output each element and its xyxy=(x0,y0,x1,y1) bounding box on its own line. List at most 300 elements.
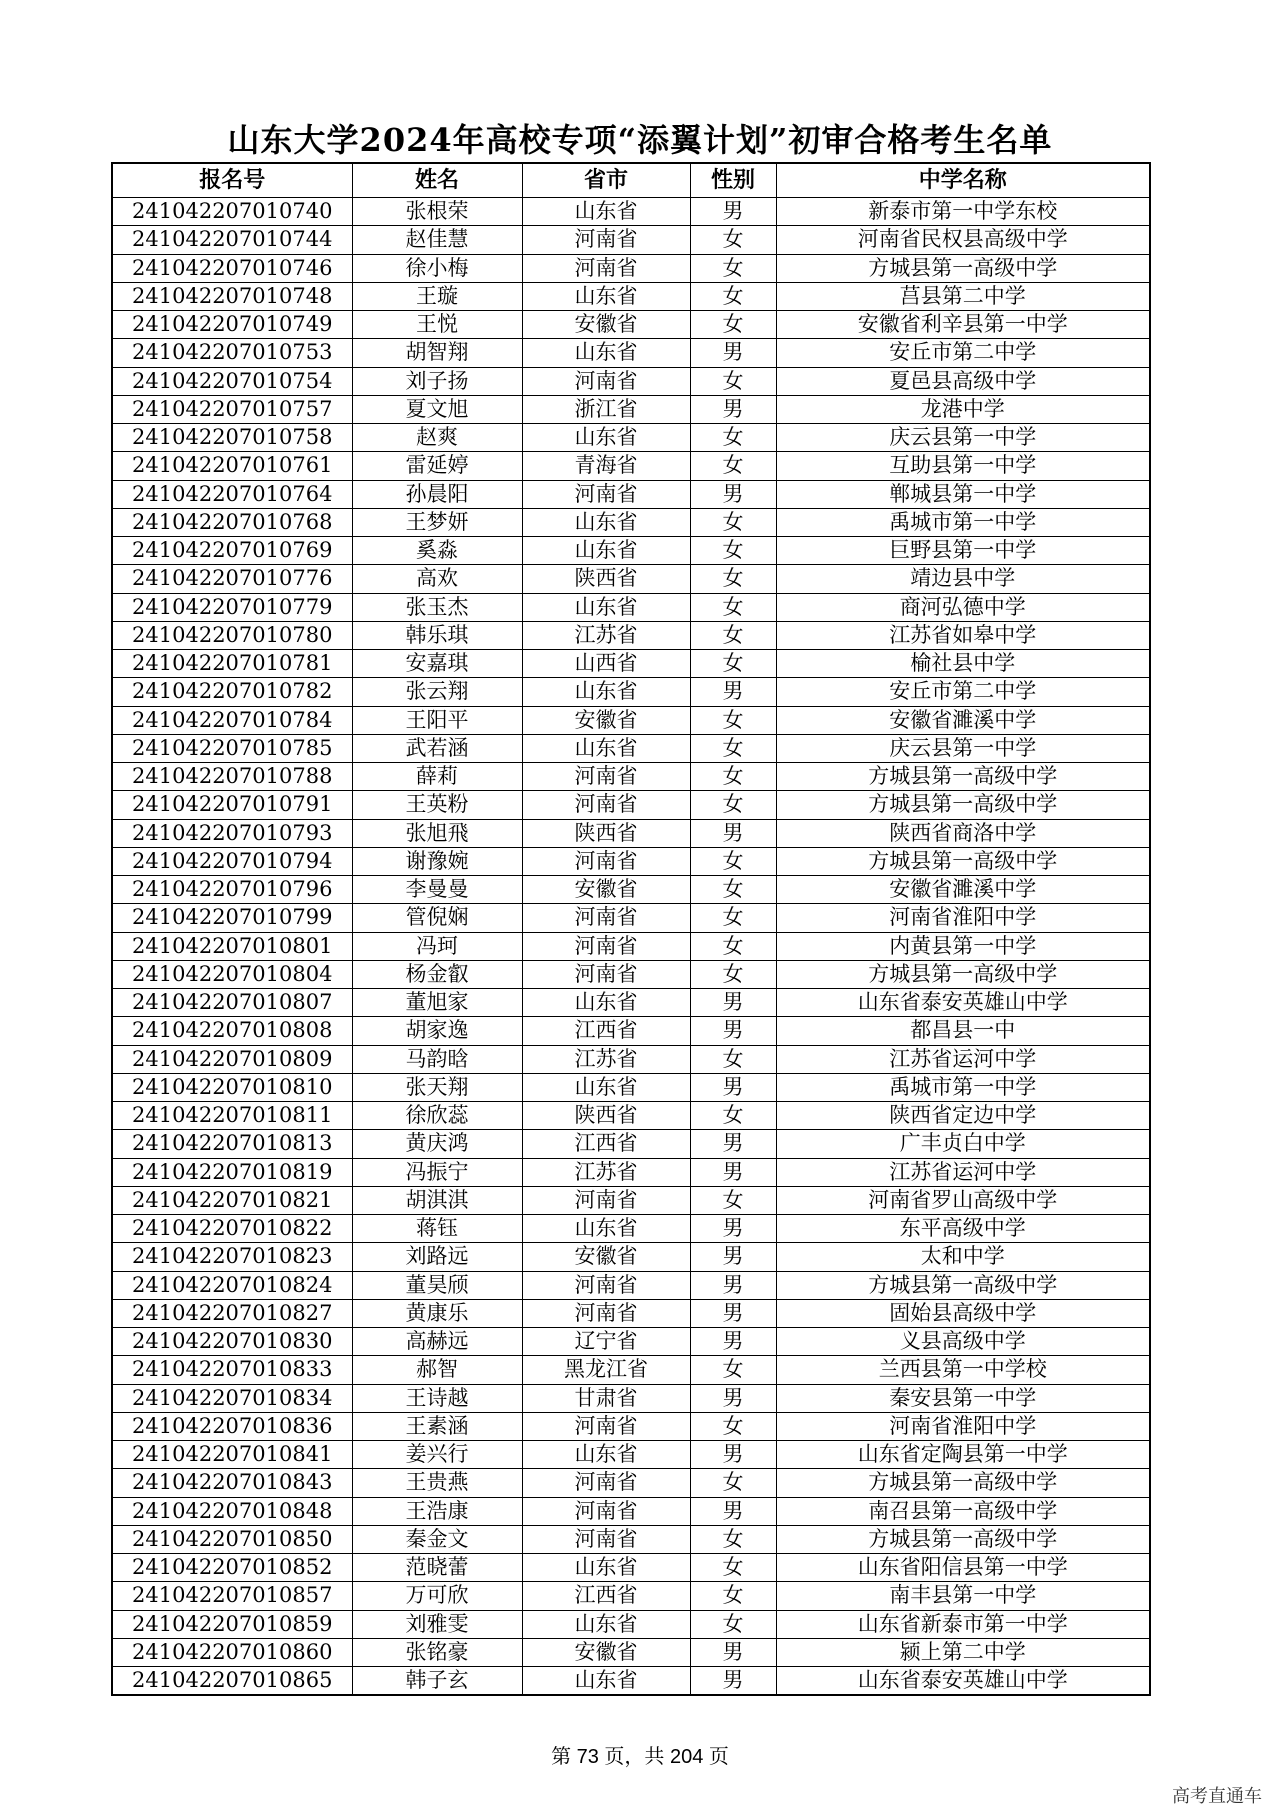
table-row xyxy=(112,1328,1150,1356)
table-row xyxy=(112,621,1150,649)
table-row xyxy=(112,254,1150,282)
school-cell: 方城县第一高级中学 xyxy=(776,960,1150,988)
name-cell: 郝智 xyxy=(352,1356,522,1384)
gender-cell: 男 xyxy=(690,989,776,1017)
registration-number-cell: 241042207010776 xyxy=(112,565,352,593)
gender-cell: 女 xyxy=(690,1412,776,1440)
school-cell: 江苏省运河中学 xyxy=(776,1045,1150,1073)
table-row xyxy=(112,1130,1150,1158)
province-cell: 山东省 xyxy=(522,1554,690,1582)
school-cell: 郸城县第一中学 xyxy=(776,480,1150,508)
province-cell: 河南省 xyxy=(522,791,690,819)
gender-cell: 男 xyxy=(690,1497,776,1525)
gender-cell: 女 xyxy=(690,1582,776,1610)
gender-cell: 女 xyxy=(690,734,776,762)
table-row xyxy=(112,1554,1150,1582)
table-row xyxy=(112,339,1150,367)
gender-cell: 男 xyxy=(690,1158,776,1186)
table-row xyxy=(112,1412,1150,1440)
gender-cell: 男 xyxy=(690,1271,776,1299)
province-cell: 河南省 xyxy=(522,1525,690,1553)
school-cell: 禹城市第一中学 xyxy=(776,508,1150,536)
school-cell: 方城县第一高级中学 xyxy=(776,254,1150,282)
registration-number-cell: 241042207010850 xyxy=(112,1525,352,1553)
gender-cell: 男 xyxy=(690,1017,776,1045)
gender-cell: 男 xyxy=(690,819,776,847)
name-cell: 赵佳慧 xyxy=(352,226,522,254)
province-cell: 陕西省 xyxy=(522,1102,690,1130)
table-body xyxy=(112,198,1150,1696)
table-row xyxy=(112,791,1150,819)
table-row xyxy=(112,282,1150,310)
registration-number-cell: 241042207010801 xyxy=(112,932,352,960)
table-row xyxy=(112,593,1150,621)
gender-cell: 女 xyxy=(690,960,776,988)
province-cell: 河南省 xyxy=(522,1497,690,1525)
school-cell: 颍上第二中学 xyxy=(776,1638,1150,1666)
province-cell: 山东省 xyxy=(522,1441,690,1469)
document-title: 山东大学2024年高校专项“添翼计划”初审合格考生名单 xyxy=(227,121,1053,159)
school-cell: 南丰县第一中学 xyxy=(776,1582,1150,1610)
gender-cell: 女 xyxy=(690,282,776,310)
name-cell: 王诗越 xyxy=(352,1384,522,1412)
table-row xyxy=(112,311,1150,339)
registration-number-cell: 241042207010794 xyxy=(112,847,352,875)
school-cell: 秦安县第一中学 xyxy=(776,1384,1150,1412)
registration-number-cell: 241042207010830 xyxy=(112,1328,352,1356)
province-cell: 山东省 xyxy=(522,1667,690,1696)
table-row xyxy=(112,1215,1150,1243)
gender-cell: 女 xyxy=(690,791,776,819)
gender-cell: 男 xyxy=(690,395,776,423)
registration-number-cell: 241042207010823 xyxy=(112,1243,352,1271)
name-cell: 王浩康 xyxy=(352,1497,522,1525)
table-row xyxy=(112,1497,1150,1525)
gender-cell: 女 xyxy=(690,424,776,452)
province-cell: 山东省 xyxy=(522,1215,690,1243)
school-cell: 山东省泰安英雄山中学 xyxy=(776,989,1150,1017)
province-cell: 山东省 xyxy=(522,508,690,536)
gender-cell: 女 xyxy=(690,706,776,734)
school-cell: 陕西省商洛中学 xyxy=(776,819,1150,847)
table-header xyxy=(112,163,1150,198)
registration-number-cell: 241042207010821 xyxy=(112,1186,352,1214)
table-row xyxy=(112,367,1150,395)
table-row xyxy=(112,678,1150,706)
province-cell: 青海省 xyxy=(522,452,690,480)
gender-cell: 女 xyxy=(690,1356,776,1384)
table-row xyxy=(112,1356,1150,1384)
registration-number-cell: 241042207010811 xyxy=(112,1102,352,1130)
table-row xyxy=(112,1243,1150,1271)
province-cell: 山东省 xyxy=(522,593,690,621)
gender-cell: 女 xyxy=(690,593,776,621)
name-cell: 徐欣蕊 xyxy=(352,1102,522,1130)
table-row xyxy=(112,1271,1150,1299)
name-cell: 董旭家 xyxy=(352,989,522,1017)
name-cell: 胡家逸 xyxy=(352,1017,522,1045)
name-cell: 安嘉琪 xyxy=(352,650,522,678)
name-cell: 胡淇淇 xyxy=(352,1186,522,1214)
table-row xyxy=(112,847,1150,875)
gender-cell: 男 xyxy=(690,1667,776,1696)
registration-number-cell: 241042207010848 xyxy=(112,1497,352,1525)
gender-cell: 男 xyxy=(690,198,776,226)
school-cell: 方城县第一高级中学 xyxy=(776,847,1150,875)
province-cell: 安徽省 xyxy=(522,876,690,904)
gender-cell: 女 xyxy=(690,1554,776,1582)
registration-number-cell: 241042207010824 xyxy=(112,1271,352,1299)
table-row xyxy=(112,1582,1150,1610)
watermark: 高考直通车 xyxy=(1172,1786,1262,1807)
school-cell: 方城县第一高级中学 xyxy=(776,1271,1150,1299)
name-cell: 刘子扬 xyxy=(352,367,522,395)
name-cell: 赵爽 xyxy=(352,424,522,452)
name-cell: 夏文旭 xyxy=(352,395,522,423)
school-cell: 安徽省濉溪中学 xyxy=(776,876,1150,904)
gender-cell: 女 xyxy=(690,537,776,565)
name-cell: 谢豫婉 xyxy=(352,847,522,875)
table-row xyxy=(112,706,1150,734)
school-cell: 河南省淮阳中学 xyxy=(776,1412,1150,1440)
school-cell: 山东省定陶县第一中学 xyxy=(776,1441,1150,1469)
gender-cell: 女 xyxy=(690,763,776,791)
gender-cell: 女 xyxy=(690,847,776,875)
school-cell: 庆云县第一中学 xyxy=(776,734,1150,762)
table-row xyxy=(112,452,1150,480)
name-cell: 徐小梅 xyxy=(352,254,522,282)
registration-number-cell: 241042207010768 xyxy=(112,508,352,536)
school-cell: 方城县第一高级中学 xyxy=(776,763,1150,791)
table-row xyxy=(112,650,1150,678)
table-row xyxy=(112,876,1150,904)
table-row xyxy=(112,960,1150,988)
province-cell: 黑龙江省 xyxy=(522,1356,690,1384)
name-cell: 王素涵 xyxy=(352,1412,522,1440)
province-cell: 山东省 xyxy=(522,1073,690,1101)
school-cell: 河南省罗山高级中学 xyxy=(776,1186,1150,1214)
school-cell: 太和中学 xyxy=(776,1243,1150,1271)
province-cell: 江苏省 xyxy=(522,621,690,649)
gender-cell: 男 xyxy=(690,1243,776,1271)
school-cell: 陕西省定边中学 xyxy=(776,1102,1150,1130)
school-cell: 安丘市第二中学 xyxy=(776,339,1150,367)
name-cell: 胡智翔 xyxy=(352,339,522,367)
name-cell: 管倪娴 xyxy=(352,904,522,932)
school-cell: 互助县第一中学 xyxy=(776,452,1150,480)
name-cell: 万可欣 xyxy=(352,1582,522,1610)
province-cell: 河南省 xyxy=(522,1412,690,1440)
school-cell: 安丘市第二中学 xyxy=(776,678,1150,706)
gender-cell: 女 xyxy=(690,1045,776,1073)
registration-number-cell: 241042207010746 xyxy=(112,254,352,282)
name-cell: 张旭飛 xyxy=(352,819,522,847)
school-cell: 庆云县第一中学 xyxy=(776,424,1150,452)
registration-number-cell: 241042207010843 xyxy=(112,1469,352,1497)
name-cell: 张玉杰 xyxy=(352,593,522,621)
table-row xyxy=(112,1045,1150,1073)
registration-number-cell: 241042207010758 xyxy=(112,424,352,452)
name-cell: 范晓蕾 xyxy=(352,1554,522,1582)
registration-number-cell: 241042207010781 xyxy=(112,650,352,678)
name-cell: 王悦 xyxy=(352,311,522,339)
province-cell: 山东省 xyxy=(522,1610,690,1638)
registration-number-cell: 241042207010753 xyxy=(112,339,352,367)
name-cell: 马韵晗 xyxy=(352,1045,522,1073)
registration-number-cell: 241042207010833 xyxy=(112,1356,352,1384)
candidate-table xyxy=(111,162,1151,1696)
name-cell: 王贵燕 xyxy=(352,1469,522,1497)
school-cell: 山东省阳信县第一中学 xyxy=(776,1554,1150,1582)
province-cell: 河南省 xyxy=(522,254,690,282)
name-cell: 王阳平 xyxy=(352,706,522,734)
table-row xyxy=(112,763,1150,791)
name-cell: 秦金文 xyxy=(352,1525,522,1553)
province-cell: 山东省 xyxy=(522,339,690,367)
table-row xyxy=(112,1667,1150,1696)
gender-cell: 男 xyxy=(690,678,776,706)
gender-cell: 女 xyxy=(690,650,776,678)
name-cell: 刘路远 xyxy=(352,1243,522,1271)
name-cell: 王璇 xyxy=(352,282,522,310)
registration-number-cell: 241042207010859 xyxy=(112,1610,352,1638)
province-cell: 河南省 xyxy=(522,367,690,395)
name-cell: 武若涵 xyxy=(352,734,522,762)
name-cell: 刘雅雯 xyxy=(352,1610,522,1638)
gender-cell: 男 xyxy=(690,339,776,367)
table-row xyxy=(112,226,1150,254)
school-cell: 巨野县第一中学 xyxy=(776,537,1150,565)
table-row xyxy=(112,1525,1150,1553)
table-row xyxy=(112,198,1150,226)
registration-number-cell: 241042207010852 xyxy=(112,1554,352,1582)
province-cell: 甘肃省 xyxy=(522,1384,690,1412)
table-row xyxy=(112,1469,1150,1497)
province-cell: 安徽省 xyxy=(522,1243,690,1271)
province-cell: 山东省 xyxy=(522,678,690,706)
school-cell: 河南省淮阳中学 xyxy=(776,904,1150,932)
school-cell: 江苏省运河中学 xyxy=(776,1158,1150,1186)
header-gender: 性别 xyxy=(690,163,776,198)
registration-number-cell: 241042207010857 xyxy=(112,1582,352,1610)
table-row xyxy=(112,1186,1150,1214)
school-cell: 固始县高级中学 xyxy=(776,1299,1150,1327)
registration-number-cell: 241042207010754 xyxy=(112,367,352,395)
name-cell: 薛莉 xyxy=(352,763,522,791)
name-cell: 高赫远 xyxy=(352,1328,522,1356)
registration-number-cell: 241042207010793 xyxy=(112,819,352,847)
gender-cell: 女 xyxy=(690,565,776,593)
registration-number-cell: 241042207010740 xyxy=(112,198,352,226)
gender-cell: 女 xyxy=(690,876,776,904)
registration-number-cell: 241042207010865 xyxy=(112,1667,352,1696)
registration-number-cell: 241042207010784 xyxy=(112,706,352,734)
table-row xyxy=(112,565,1150,593)
registration-number-cell: 241042207010788 xyxy=(112,763,352,791)
table-row xyxy=(112,1017,1150,1045)
name-cell: 高欢 xyxy=(352,565,522,593)
gender-cell: 女 xyxy=(690,1102,776,1130)
table-row xyxy=(112,424,1150,452)
province-cell: 陕西省 xyxy=(522,565,690,593)
header-province: 省市 xyxy=(522,163,690,198)
name-cell: 奚淼 xyxy=(352,537,522,565)
province-cell: 河南省 xyxy=(522,1271,690,1299)
name-cell: 张铭豪 xyxy=(352,1638,522,1666)
province-cell: 河南省 xyxy=(522,932,690,960)
province-cell: 安徽省 xyxy=(522,706,690,734)
school-cell: 夏邑县高级中学 xyxy=(776,367,1150,395)
province-cell: 河南省 xyxy=(522,1186,690,1214)
gender-cell: 男 xyxy=(690,1073,776,1101)
gender-cell: 女 xyxy=(690,311,776,339)
registration-number-cell: 241042207010809 xyxy=(112,1045,352,1073)
registration-number-cell: 241042207010860 xyxy=(112,1638,352,1666)
page-footer: 第 73 页，共 204 页 xyxy=(551,1746,729,1768)
school-cell: 靖边县中学 xyxy=(776,565,1150,593)
province-cell: 山东省 xyxy=(522,424,690,452)
header-registration-number: 报名号 xyxy=(112,163,352,198)
table-row xyxy=(112,904,1150,932)
registration-number-cell: 241042207010791 xyxy=(112,791,352,819)
school-cell: 义县高级中学 xyxy=(776,1328,1150,1356)
name-cell: 孙晨阳 xyxy=(352,480,522,508)
gender-cell: 男 xyxy=(690,1638,776,1666)
name-cell: 黄康乐 xyxy=(352,1299,522,1327)
school-cell: 东平高级中学 xyxy=(776,1215,1150,1243)
gender-cell: 男 xyxy=(690,1328,776,1356)
gender-cell: 女 xyxy=(690,452,776,480)
table-row xyxy=(112,480,1150,508)
school-cell: 都昌县一中 xyxy=(776,1017,1150,1045)
province-cell: 辽宁省 xyxy=(522,1328,690,1356)
table-row xyxy=(112,734,1150,762)
school-cell: 榆社县中学 xyxy=(776,650,1150,678)
name-cell: 杨金叡 xyxy=(352,960,522,988)
registration-number-cell: 241042207010780 xyxy=(112,621,352,649)
name-cell: 蒋钰 xyxy=(352,1215,522,1243)
school-cell: 兰西县第一中学校 xyxy=(776,1356,1150,1384)
registration-number-cell: 241042207010779 xyxy=(112,593,352,621)
school-cell: 方城县第一高级中学 xyxy=(776,1469,1150,1497)
province-cell: 河南省 xyxy=(522,480,690,508)
school-cell: 莒县第二中学 xyxy=(776,282,1150,310)
gender-cell: 女 xyxy=(690,621,776,649)
province-cell: 河南省 xyxy=(522,904,690,932)
name-cell: 冯珂 xyxy=(352,932,522,960)
gender-cell: 女 xyxy=(690,1610,776,1638)
registration-number-cell: 241042207010841 xyxy=(112,1441,352,1469)
registration-number-cell: 241042207010827 xyxy=(112,1299,352,1327)
name-cell: 姜兴行 xyxy=(352,1441,522,1469)
table-row xyxy=(112,1299,1150,1327)
registration-number-cell: 241042207010796 xyxy=(112,876,352,904)
school-cell: 商河弘德中学 xyxy=(776,593,1150,621)
school-cell: 山东省泰安英雄山中学 xyxy=(776,1667,1150,1696)
school-cell: 山东省新泰市第一中学 xyxy=(776,1610,1150,1638)
province-cell: 山东省 xyxy=(522,282,690,310)
registration-number-cell: 241042207010785 xyxy=(112,734,352,762)
registration-number-cell: 241042207010748 xyxy=(112,282,352,310)
gender-cell: 女 xyxy=(690,1525,776,1553)
school-cell: 新泰市第一中学东校 xyxy=(776,198,1150,226)
province-cell: 江苏省 xyxy=(522,1158,690,1186)
gender-cell: 男 xyxy=(690,1299,776,1327)
registration-number-cell: 241042207010769 xyxy=(112,537,352,565)
school-cell: 内黄县第一中学 xyxy=(776,932,1150,960)
table-row xyxy=(112,1073,1150,1101)
name-cell: 雷延婷 xyxy=(352,452,522,480)
province-cell: 河南省 xyxy=(522,1469,690,1497)
province-cell: 山东省 xyxy=(522,989,690,1017)
registration-number-cell: 241042207010749 xyxy=(112,311,352,339)
school-cell: 安徽省濉溪中学 xyxy=(776,706,1150,734)
province-cell: 安徽省 xyxy=(522,311,690,339)
registration-number-cell: 241042207010764 xyxy=(112,480,352,508)
table-row xyxy=(112,1384,1150,1412)
gender-cell: 女 xyxy=(690,1469,776,1497)
registration-number-cell: 241042207010819 xyxy=(112,1158,352,1186)
name-cell: 张天翔 xyxy=(352,1073,522,1101)
registration-number-cell: 241042207010810 xyxy=(112,1073,352,1101)
registration-number-cell: 241042207010807 xyxy=(112,989,352,1017)
name-cell: 王英粉 xyxy=(352,791,522,819)
table-row xyxy=(112,932,1150,960)
registration-number-cell: 241042207010757 xyxy=(112,395,352,423)
province-cell: 江西省 xyxy=(522,1582,690,1610)
name-cell: 李曼曼 xyxy=(352,876,522,904)
province-cell: 安徽省 xyxy=(522,1638,690,1666)
province-cell: 河南省 xyxy=(522,763,690,791)
school-cell: 方城县第一高级中学 xyxy=(776,1525,1150,1553)
header-name: 姓名 xyxy=(352,163,522,198)
gender-cell: 男 xyxy=(690,1441,776,1469)
name-cell: 张根荣 xyxy=(352,198,522,226)
province-cell: 河南省 xyxy=(522,960,690,988)
school-cell: 禹城市第一中学 xyxy=(776,1073,1150,1101)
gender-cell: 男 xyxy=(690,480,776,508)
header-school: 中学名称 xyxy=(776,163,1150,198)
province-cell: 江西省 xyxy=(522,1130,690,1158)
province-cell: 河南省 xyxy=(522,226,690,254)
registration-number-cell: 241042207010813 xyxy=(112,1130,352,1158)
table-row xyxy=(112,989,1150,1017)
registration-number-cell: 241042207010799 xyxy=(112,904,352,932)
school-cell: 安徽省利辛县第一中学 xyxy=(776,311,1150,339)
name-cell: 王梦妍 xyxy=(352,508,522,536)
table-row xyxy=(112,508,1150,536)
school-cell: 龙港中学 xyxy=(776,395,1150,423)
name-cell: 张云翔 xyxy=(352,678,522,706)
province-cell: 河南省 xyxy=(522,1299,690,1327)
table-row xyxy=(112,819,1150,847)
registration-number-cell: 241042207010808 xyxy=(112,1017,352,1045)
province-cell: 陕西省 xyxy=(522,819,690,847)
gender-cell: 女 xyxy=(690,508,776,536)
table-row xyxy=(112,1158,1150,1186)
school-cell: 方城县第一高级中学 xyxy=(776,791,1150,819)
school-cell: 南召县第一高级中学 xyxy=(776,1497,1150,1525)
province-cell: 山东省 xyxy=(522,537,690,565)
registration-number-cell: 241042207010836 xyxy=(112,1412,352,1440)
province-cell: 江苏省 xyxy=(522,1045,690,1073)
province-cell: 山东省 xyxy=(522,198,690,226)
gender-cell: 男 xyxy=(690,1130,776,1158)
registration-number-cell: 241042207010761 xyxy=(112,452,352,480)
name-cell: 董昊颀 xyxy=(352,1271,522,1299)
province-cell: 山东省 xyxy=(522,734,690,762)
name-cell: 韩子玄 xyxy=(352,1667,522,1696)
